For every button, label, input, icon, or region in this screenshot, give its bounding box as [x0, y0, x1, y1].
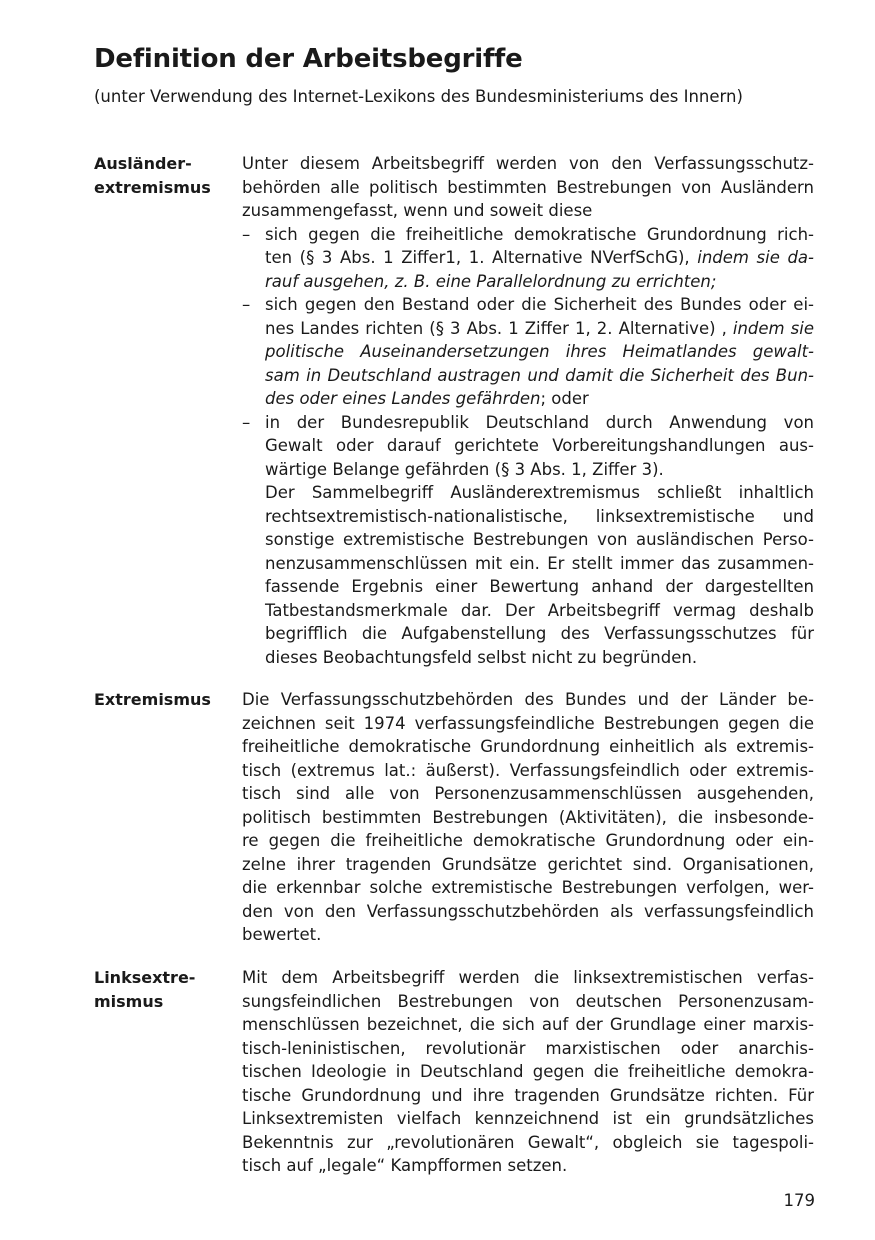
term-label: Ausländer- extremismus [94, 154, 211, 197]
text-line: freiheitliche demokratische Grundordnung einheitlich als extremis- [242, 737, 814, 756]
dash-bullet: – [242, 224, 251, 244]
text-line: tisch sind alle von Personenzusammenschlüssen ausgehenden, [242, 784, 814, 803]
text-line: die erkennbar solche extremistische Bestrebungen verfolgen, wer- [242, 878, 814, 897]
text-line: Mit dem Arbeitsbegriff werden die linksextremistischen verfas- [242, 968, 814, 987]
text-line: politisch bestimmten Bestrebungen (Aktivitäten), die insbesonde- [242, 807, 814, 827]
page-title: Definition der Arbeitsbegriffe [94, 44, 523, 74]
term-label: Linksextre- mismus [94, 968, 196, 1011]
term-label: Extremismus [94, 690, 211, 709]
text-line: behörden alle politisch bestimmten Bestrebungen von Ausländern [242, 177, 814, 197]
text-line: Bekenntnis zur „revolutionären Gewalt“, obgleich sie tagespoli- [242, 1132, 814, 1152]
text-line: tische Grundordnung und ihre tragenden Grundsätze richten. Für [242, 1085, 814, 1105]
text-line: menschlüssen bezeichnet, die sich auf der Grundlage einer marxis- [242, 1015, 814, 1034]
text-line: sungsfeindlichen Bestrebungen von deutschen Personenzusam- [242, 991, 814, 1011]
list-item: – in der Bundesrepublik Deutschland durch Anwendung von Gewalt oder darauf gerichtete Vorbereitungshandlungen aus- wärtige Belange gefährden (§ 3 Abs. 1, Ziffer 3). [242, 412, 814, 479]
text-line: Unter diesem Arbeitsbegriff werden von den Verfassungsschutz- [242, 154, 814, 173]
text-line: bewertet. [242, 925, 322, 944]
list-item: – sich gegen den Bestand oder die Sicherheit des Bundes oder ei- nes Landes richten (§ 3 Abs. 1 Ziffer 1, 2. Alternative) , indem sie politische Auseinandersetzungen ihres Heimatlandes gewalt- sam in Deutschland austragen und damit die Sicherheit des Bun- des oder eines Landes gefährden; oder [242, 295, 814, 408]
text-line: zeichnen seit 1974 verfassungsfeindliche Bestrebungen gegen die [242, 713, 814, 733]
text-line: tisch (extremus lat.: äußerst). Verfassungsfeindlich oder extremis- [242, 760, 814, 780]
dash-bullet: – [242, 295, 251, 314]
definition-text [242, 152, 814, 669]
definition-text [242, 966, 814, 1178]
closing-paragraph: Der Sammelbegriff Ausländerextremismus schließt inhaltlich rechtsextremistisch-nationalistische, linksextremistische und sonstige extremistische Bestrebungen von ausländischen Perso- nenzusammenschlüssen mit ein. Er stellt immer das zusammen- fassende Ergebnis einer Bewertung anhand der dargestellten Tatbestandsmerkmale dar. Der Arbeitsbegriff vermag deshalb begrifflich die Aufgabenstellung des Verfassungsschutzes für dieses Beobachtungsfeld selbst nicht zu begründen. [265, 483, 814, 667]
text-line: Die Verfassungsschutzbehörden des Bundes und der Länder be- [242, 690, 814, 709]
dash-bullet: – [242, 412, 251, 432]
page-number: 179 [783, 1191, 815, 1210]
text-line: zelne ihrer tragenden Grundsätze gerichtet sind. Organisationen, [242, 854, 814, 874]
page-subtitle: (unter Verwendung des Internet-Lexikons des Bundesministeriums des Innern) [94, 87, 743, 106]
definition-text [242, 688, 814, 947]
text-line: tisch auf „legale“ Kampfformen setzen. [242, 1156, 568, 1175]
text-line: den von den Verfassungsschutzbehörden als verfassungsfeindlich [242, 901, 814, 921]
text-line: zusammengefasst, wenn und soweit diese [242, 201, 593, 220]
text-line: tisch-leninistischen, revolutionär marxistischen oder anarchis- [242, 1038, 814, 1058]
text-line: Linksextremisten vielfach kennzeichnend ist ein grundsätzliches [242, 1109, 814, 1128]
text-line: tischen Ideologie in Deutschland gegen die freiheitliche demokra- [242, 1062, 814, 1081]
list-item: – sich gegen die freiheitliche demokratische Grundordnung rich- ten (§ 3 Abs. 1 Ziffer1, 1. Alternative NVerfSchG), indem sie da- rauf ausgehen, z. B. eine Parallelordnung zu errichten; [242, 224, 814, 291]
text-line: re gegen die freiheitliche demokratische Grundordnung oder ein- [242, 831, 814, 850]
